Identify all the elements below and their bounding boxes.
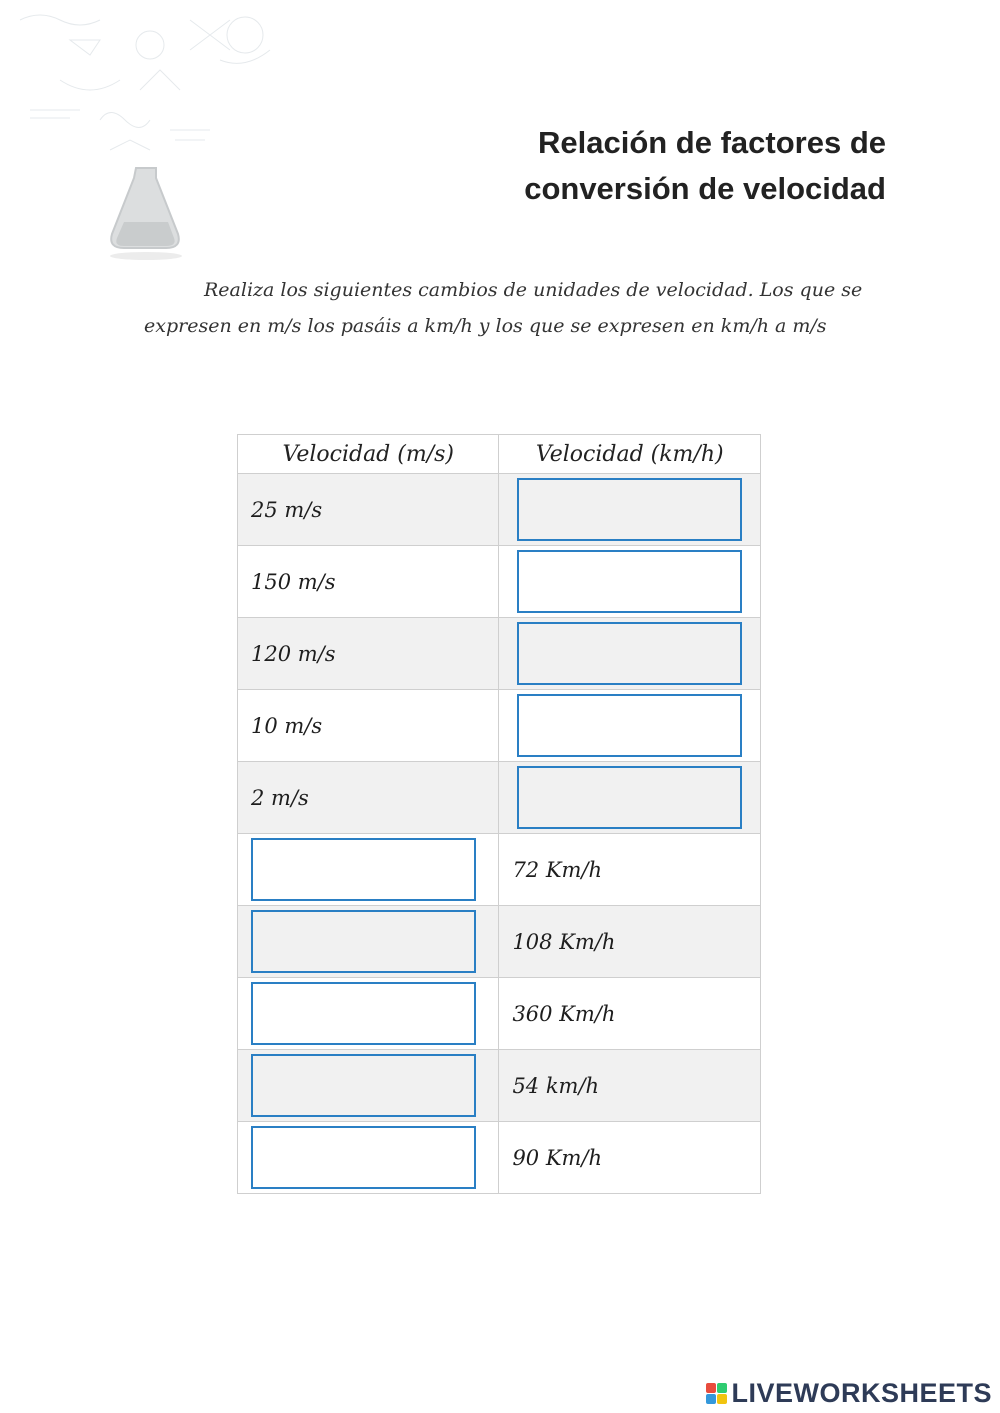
flask-doodle-decoration xyxy=(0,0,300,270)
page-title xyxy=(426,120,886,212)
liveworksheets-brand xyxy=(706,1378,992,1409)
page-title-line-1: Relación de factores de xyxy=(537,125,886,160)
conversion-table xyxy=(237,434,761,1194)
given-value: 120 m/s xyxy=(251,641,336,666)
table-row xyxy=(238,906,761,978)
flask-icon xyxy=(110,168,182,260)
given-value: 108 Km/h xyxy=(512,929,616,954)
given-value: 25 m/s xyxy=(251,497,323,522)
table-row xyxy=(238,762,761,834)
header-velocity-ms: Velocidad (m/s) xyxy=(238,435,499,474)
header-velocity-kmh: Velocidad (km/h) xyxy=(499,435,761,474)
answer-input-ms[interactable] xyxy=(251,982,476,1045)
logo-square xyxy=(706,1394,716,1404)
table-row xyxy=(238,978,761,1050)
logo-square xyxy=(717,1383,727,1393)
page-title-line-2: conversión de velocidad xyxy=(524,171,886,206)
answer-input-ms[interactable] xyxy=(251,1126,476,1189)
table-row xyxy=(238,1050,761,1122)
answer-input-kmh[interactable] xyxy=(517,478,742,541)
answer-input-ms[interactable] xyxy=(251,1054,476,1117)
table-row xyxy=(238,1122,761,1194)
table-row xyxy=(238,474,761,546)
logo-square xyxy=(717,1394,727,1404)
given-value: 2 m/s xyxy=(251,785,309,810)
given-value: 150 m/s xyxy=(251,569,336,594)
answer-input-kmh[interactable] xyxy=(517,550,742,613)
answer-input-ms[interactable] xyxy=(251,838,476,901)
table-row xyxy=(238,546,761,618)
table-row xyxy=(238,618,761,690)
logo-square xyxy=(706,1383,716,1393)
answer-input-kmh[interactable] xyxy=(517,694,742,757)
table-header-row xyxy=(238,435,761,474)
given-value: 10 m/s xyxy=(251,713,323,738)
table-row xyxy=(238,834,761,906)
brand-name: LIVEWORKSHEETS xyxy=(731,1378,992,1408)
liveworksheets-logo-icon xyxy=(706,1383,727,1404)
answer-input-kmh[interactable] xyxy=(517,622,742,685)
given-value: 90 Km/h xyxy=(512,1145,603,1170)
given-value: 360 Km/h xyxy=(512,1001,616,1026)
table-row xyxy=(238,690,761,762)
given-value: 54 km/h xyxy=(512,1073,600,1098)
answer-input-kmh[interactable] xyxy=(517,766,742,829)
given-value: 72 Km/h xyxy=(512,857,603,882)
instructions-text: Realiza los siguientes cambios de unidades de velocidad. Los que se expresen en m/s los pasáis a km/h y los que se expresen en km/h a m/s xyxy=(144,279,863,337)
answer-input-ms[interactable] xyxy=(251,910,476,973)
